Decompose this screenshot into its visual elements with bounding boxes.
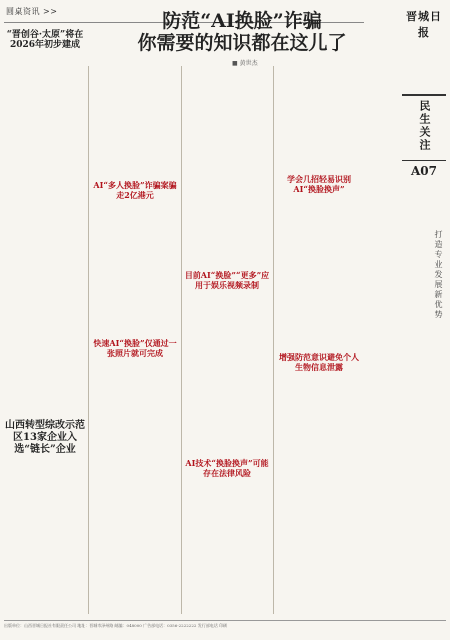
newspaper-brand: 晋城日报: [406, 10, 442, 39]
column-rule: [88, 66, 89, 614]
story2-block: [4, 420, 86, 456]
subhead-c2: AI技术“换脸换声”可能存在法律风险: [185, 458, 269, 478]
vertical-slogan: 打造专业发展新优势: [434, 230, 443, 320]
story1-title: “晋创谷·太原”将在2026年初步建成: [6, 30, 84, 50]
article-column-d: [276, 66, 362, 612]
article-column-b: [92, 66, 178, 612]
story2-title: 山西转型综改示范区13家企业入选“链长”企业: [5, 420, 85, 455]
subhead-d1: 学会几招轻易识别AI“换脸换声”: [287, 174, 351, 194]
subhead-c1: 目前AI“换脸”“更多”应用于娱乐视频录制: [184, 270, 270, 290]
headline-line1: 防范“AI换脸”诈骗: [162, 10, 322, 32]
subhead-d2: 增强防范意识避免个人生物信息泄露: [279, 352, 359, 372]
section-name: 民生关注: [418, 100, 431, 152]
main-headline: [112, 10, 372, 54]
footer-info: 出版单位：山西晋城日报社有限责任公司 地址：晋城市泽州路 邮编：048000 广告部电话：0356-2222222 发行部电话 印刷: [4, 620, 446, 629]
column-rule: [273, 66, 274, 614]
byline: ■ 黄世杰: [232, 60, 258, 67]
headline-line2: 你需要的知识都在这儿了: [137, 32, 347, 54]
column-rule: [181, 66, 182, 614]
subhead-b1: AI“多人换脸”诈骗案骗走2亿港元: [93, 180, 177, 200]
page-number: A07: [410, 164, 437, 178]
section-name-block: [402, 94, 446, 161]
section-label: 圆桌资讯 >>: [6, 7, 58, 16]
article-column-c: [184, 66, 270, 612]
masthead: [402, 8, 446, 40]
subhead-b2: 快速AI“换脸”仅通过一张照片就可完成: [93, 338, 177, 358]
